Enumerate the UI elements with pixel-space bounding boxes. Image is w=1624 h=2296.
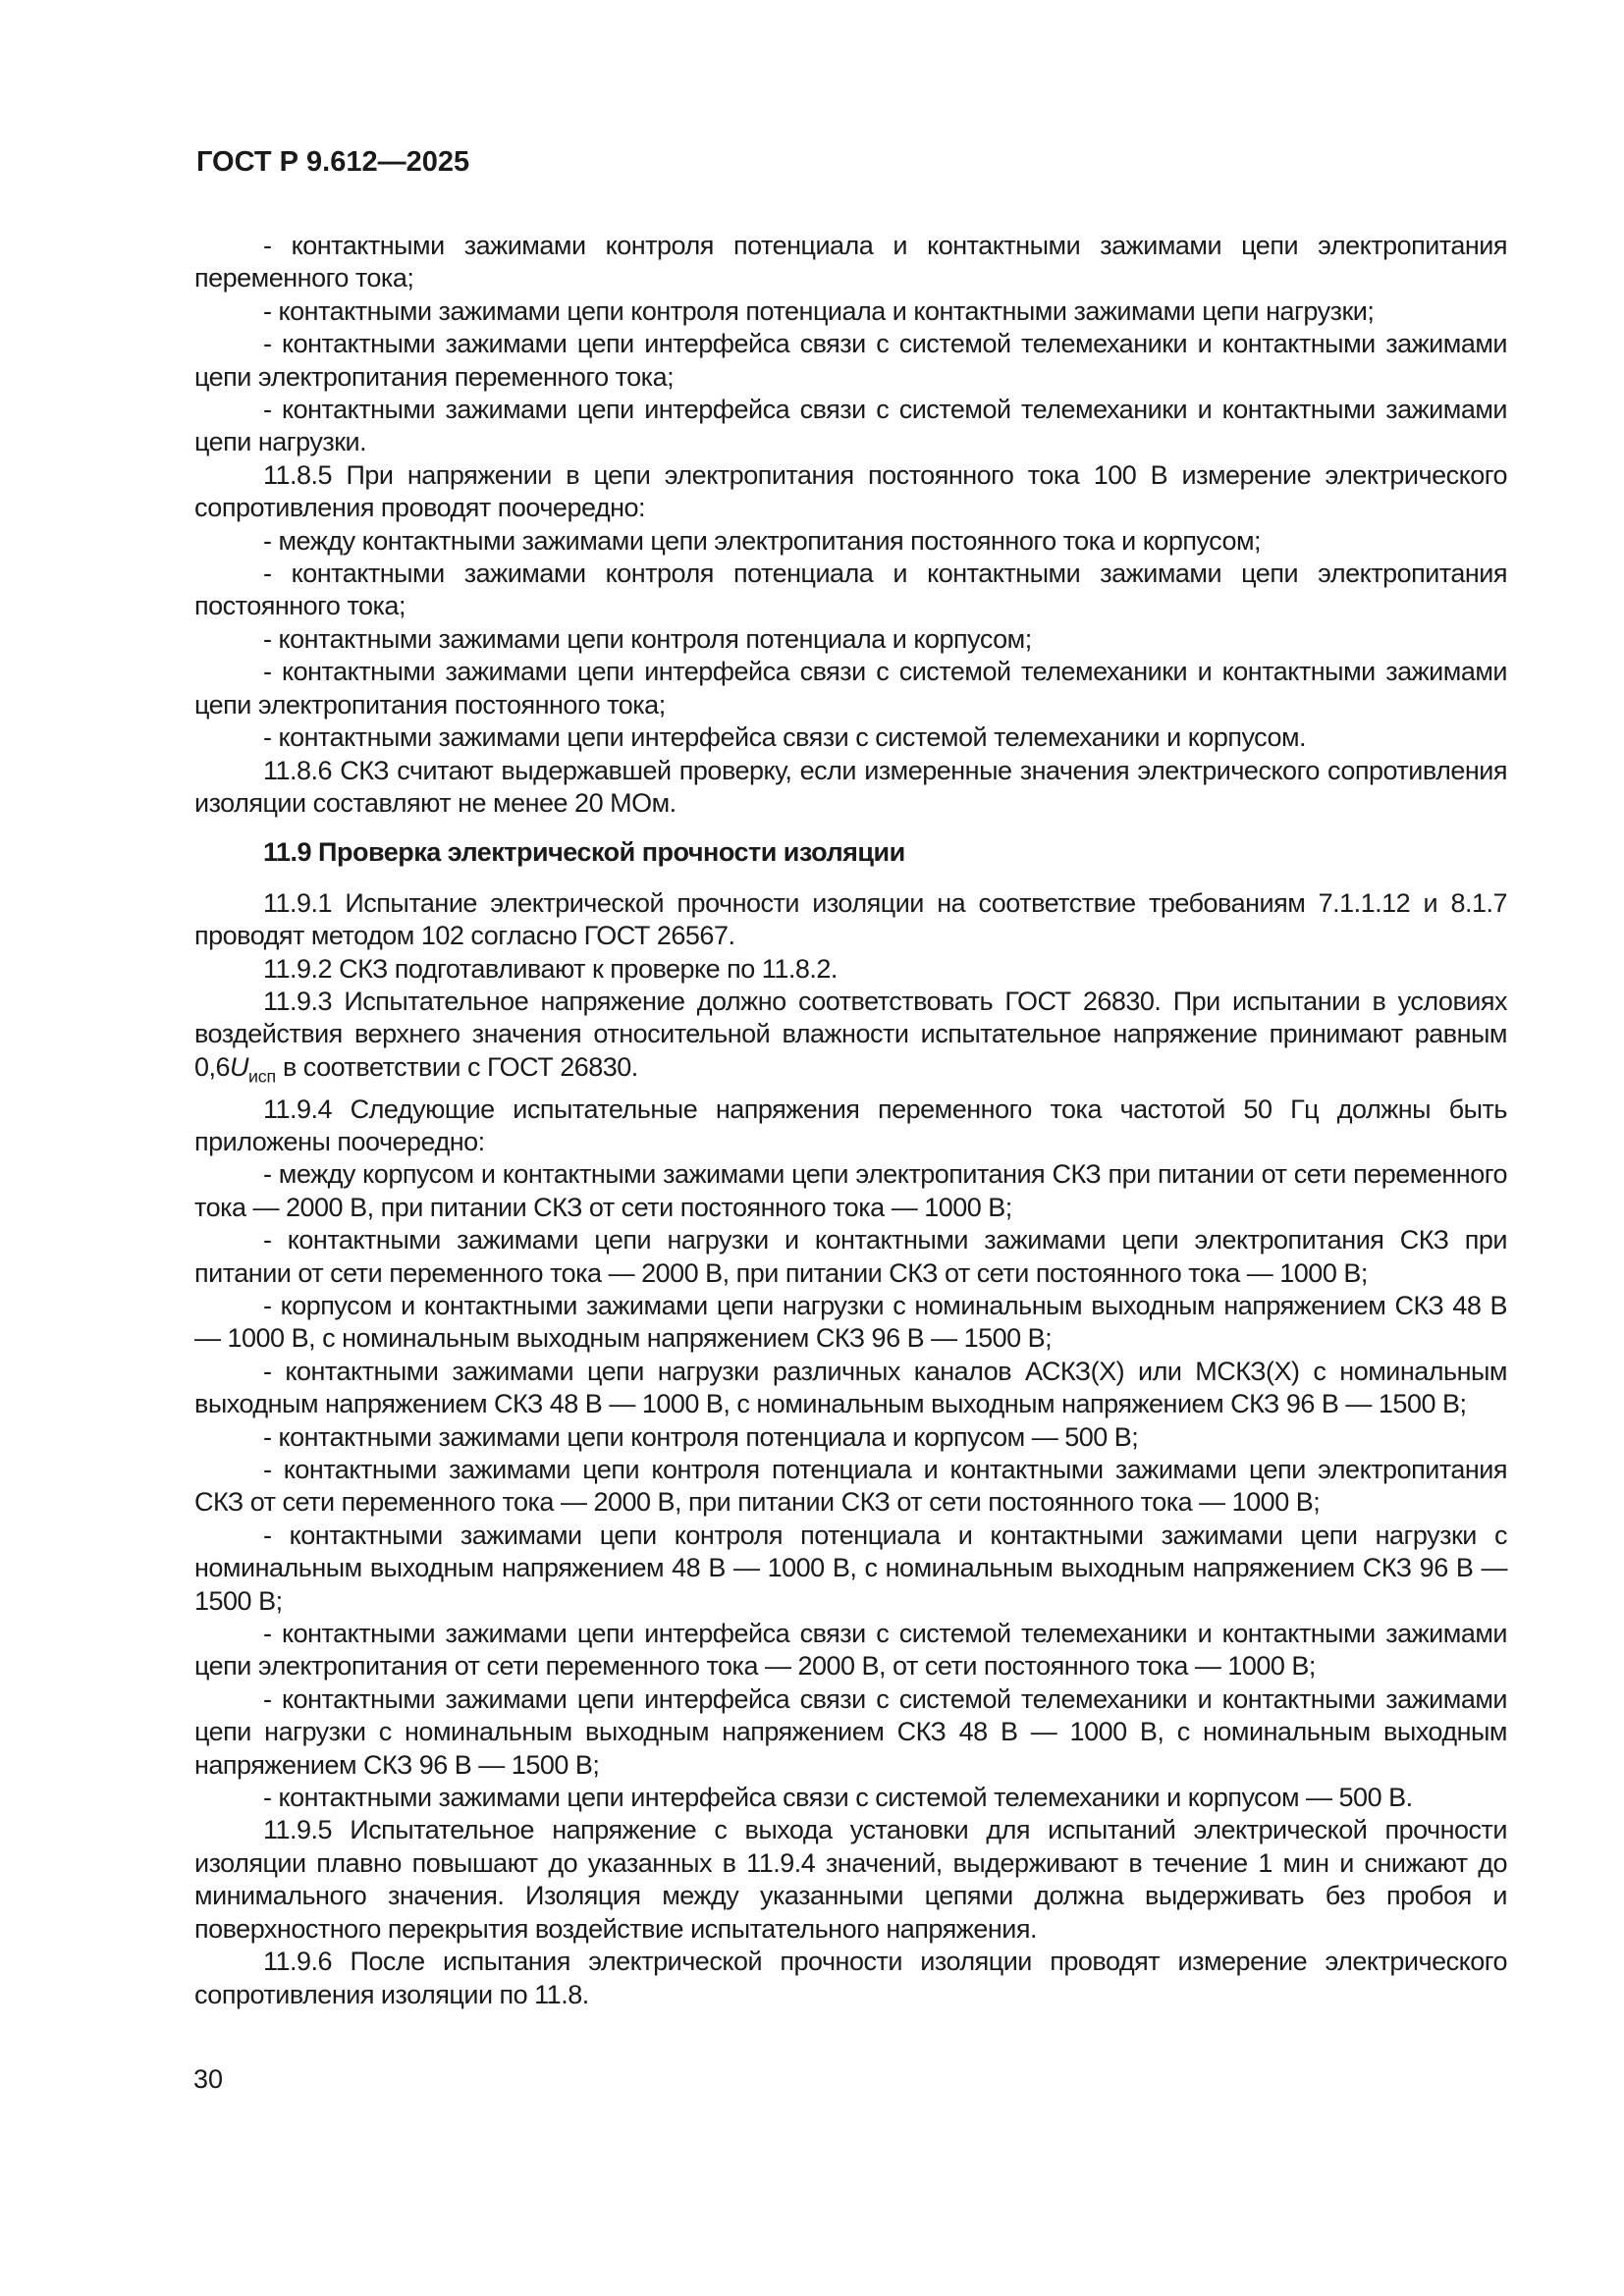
list-item: - контактными зажимами цепи интерфейса связи с системой телемеханики и контактными зажимами цепи нагрузки.	[194, 395, 1507, 457]
paragraph-11-9-5: 11.9.5 Испытательное напряжение с выхода установки для испытаний электрической прочности изоляции плавно повышают до указанных в 11.9.4 значений, выдерживают в течение 1 мин и снижают до минимального значения. Изоляция между указанными цепями должна выдерживать без пробоя и поверхностного перекрытия воздействие испытательного напряжения.	[194, 1815, 1507, 1944]
list-item: - контактными зажимами цепи контроля потенциала и контактными зажимами цепи нагрузки с номинальным выходным напряжением 48 В — 1000 В, с номинальным выходным напряжением СКЗ 96 В — 1500 В;	[194, 1520, 1507, 1616]
page-header: ГОСТ Р 9.612—2025	[196, 146, 470, 178]
paragraph-11-9-1: 11.9.1 Испытание электрической прочности изоляции на соответствие требованиям 7.1.1.12 и 8.1.7 проводят методом 102 согласно ГОСТ 26567.	[194, 887, 1507, 951]
list-item: - контактными зажимами цепи нагрузки различных каналов АСКЗ(Х) или МСКЗ(Х) с номинальным выходным напряжением СКЗ 48 В — 1000 В, с номинальным выходным напряжением СКЗ 96 В — 1500 В;	[194, 1356, 1507, 1419]
list-item: - между контактными зажимами цепи электропитания постоянного тока и корпусом;	[263, 525, 1262, 556]
list-item: - контактными зажимами цепи интерфейса связи с системой телемеханики и корпусом.	[263, 722, 1307, 753]
list-item: - контактными зажимами цепи интерфейса связи с системой телемеханики и контактными зажимами цепи электропитания постоянного тока;	[194, 657, 1507, 720]
paragraph-11-9-2: 11.9.2 СКЗ подготавливают к проверке по 11.8.2.	[263, 953, 838, 984]
paragraph-text: в соответствии с ГОСТ 26830.	[275, 1051, 638, 1082]
list-item: - корпусом и контактными зажимами цепи нагрузки с номинальным выходным напряжением СКЗ 48 В — 1000 В, с номинальным выходным напряжением СКЗ 96 В — 1500 В;	[194, 1290, 1507, 1354]
section-heading-11-9: 11.9 Проверка электрической прочности изоляции	[263, 837, 905, 868]
list-item: - контактными зажимами контроля потенциала и контактными зажимами цепи электропитания постоянного тока;	[194, 559, 1507, 621]
list-item: - контактными зажимами цепи контроля потенциала и контактными зажимами цепи нагрузки;	[263, 295, 1375, 326]
paragraph-11-8-6: 11.8.6 СКЗ считают выдержавшей проверку, если измеренные значения электрического сопротивления изоляции составляют не менее 20 МОм.	[194, 755, 1507, 818]
list-item: - контактными зажимами цепи интерфейса связи с системой телемеханики и контактными зажимами цепи электропитания переменного тока;	[194, 329, 1507, 392]
paragraph-11-9-3	[194, 986, 1507, 1094]
list-item: - контактными зажимами цепи контроля потенциала и корпусом — 500 В;	[263, 1421, 1139, 1452]
paragraph-text: 11.9.3 Испытательное напряжение должно соответствовать ГОСТ 26830. При испытании в условиях воздействия верхнего значения относительной влажности испытательное напряжение принимают равным 0,6	[194, 986, 1507, 1082]
list-item: - контактными зажимами контроля потенциала и контактными зажимами цепи электропитания переменного тока;	[194, 231, 1507, 294]
list-item: - контактными зажимами цепи интерфейса связи с системой телемеханики и корпусом — 500 В.	[263, 1783, 1413, 1813]
list-item: - контактными зажимами цепи интерфейса связи с системой телемеханики и контактными зажимами цепи нагрузки с номинальным выходным напряжением СКЗ 48 В — 1000 В, с номинальным выходным напряжением СКЗ 96 В — 1500 В;	[194, 1683, 1507, 1780]
paragraph-11-9-4: 11.9.4 Следующие испытательные напряжения переменного тока частотой 50 Гц должны быть приложены поочередно:	[194, 1094, 1507, 1156]
paragraph-11-9-6: 11.9.6 После испытания электрической прочности изоляции проводят измерение электрического сопротивления изоляции по 11.8.	[194, 1947, 1507, 2009]
document-body	[194, 230, 1507, 2011]
list-item: - контактными зажимами цепи интерфейса связи с системой телемеханики и контактными зажимами цепи электропитания от сети переменного тока — 2000 В, от сети постоянного тока — 1000 В;	[194, 1619, 1507, 1682]
u-subscript: исп	[248, 1066, 276, 1087]
u-symbol: U	[230, 1051, 249, 1082]
paragraph-11-8-5: 11.8.5 При напряжении в цепи электропитания постоянного тока 100 В измерение электрического сопротивления проводят поочередно:	[194, 459, 1507, 523]
list-item: - между корпусом и контактными зажимами цепи электропитания СКЗ при питании от сети переменного тока — 2000 В, при питании СКЗ от сети постоянного тока — 1000 В;	[194, 1159, 1507, 1222]
page-number: 30	[193, 2064, 224, 2094]
list-item: - контактными зажимами цепи контроля потенциала и корпусом;	[263, 623, 1032, 654]
list-item: - контактными зажимами цепи нагрузки и контактными зажимами цепи электропитания СКЗ при питании от сети переменного тока — 2000 В, при питании СКЗ от сети постоянного тока — 1000 В;	[194, 1225, 1507, 1288]
list-item: - контактными зажимами цепи контроля потенциала и контактными зажимами цепи электропитания СКЗ от сети переменного тока — 2000 В, при питании СКЗ от сети постоянного тока — 1000 В;	[194, 1455, 1507, 1518]
